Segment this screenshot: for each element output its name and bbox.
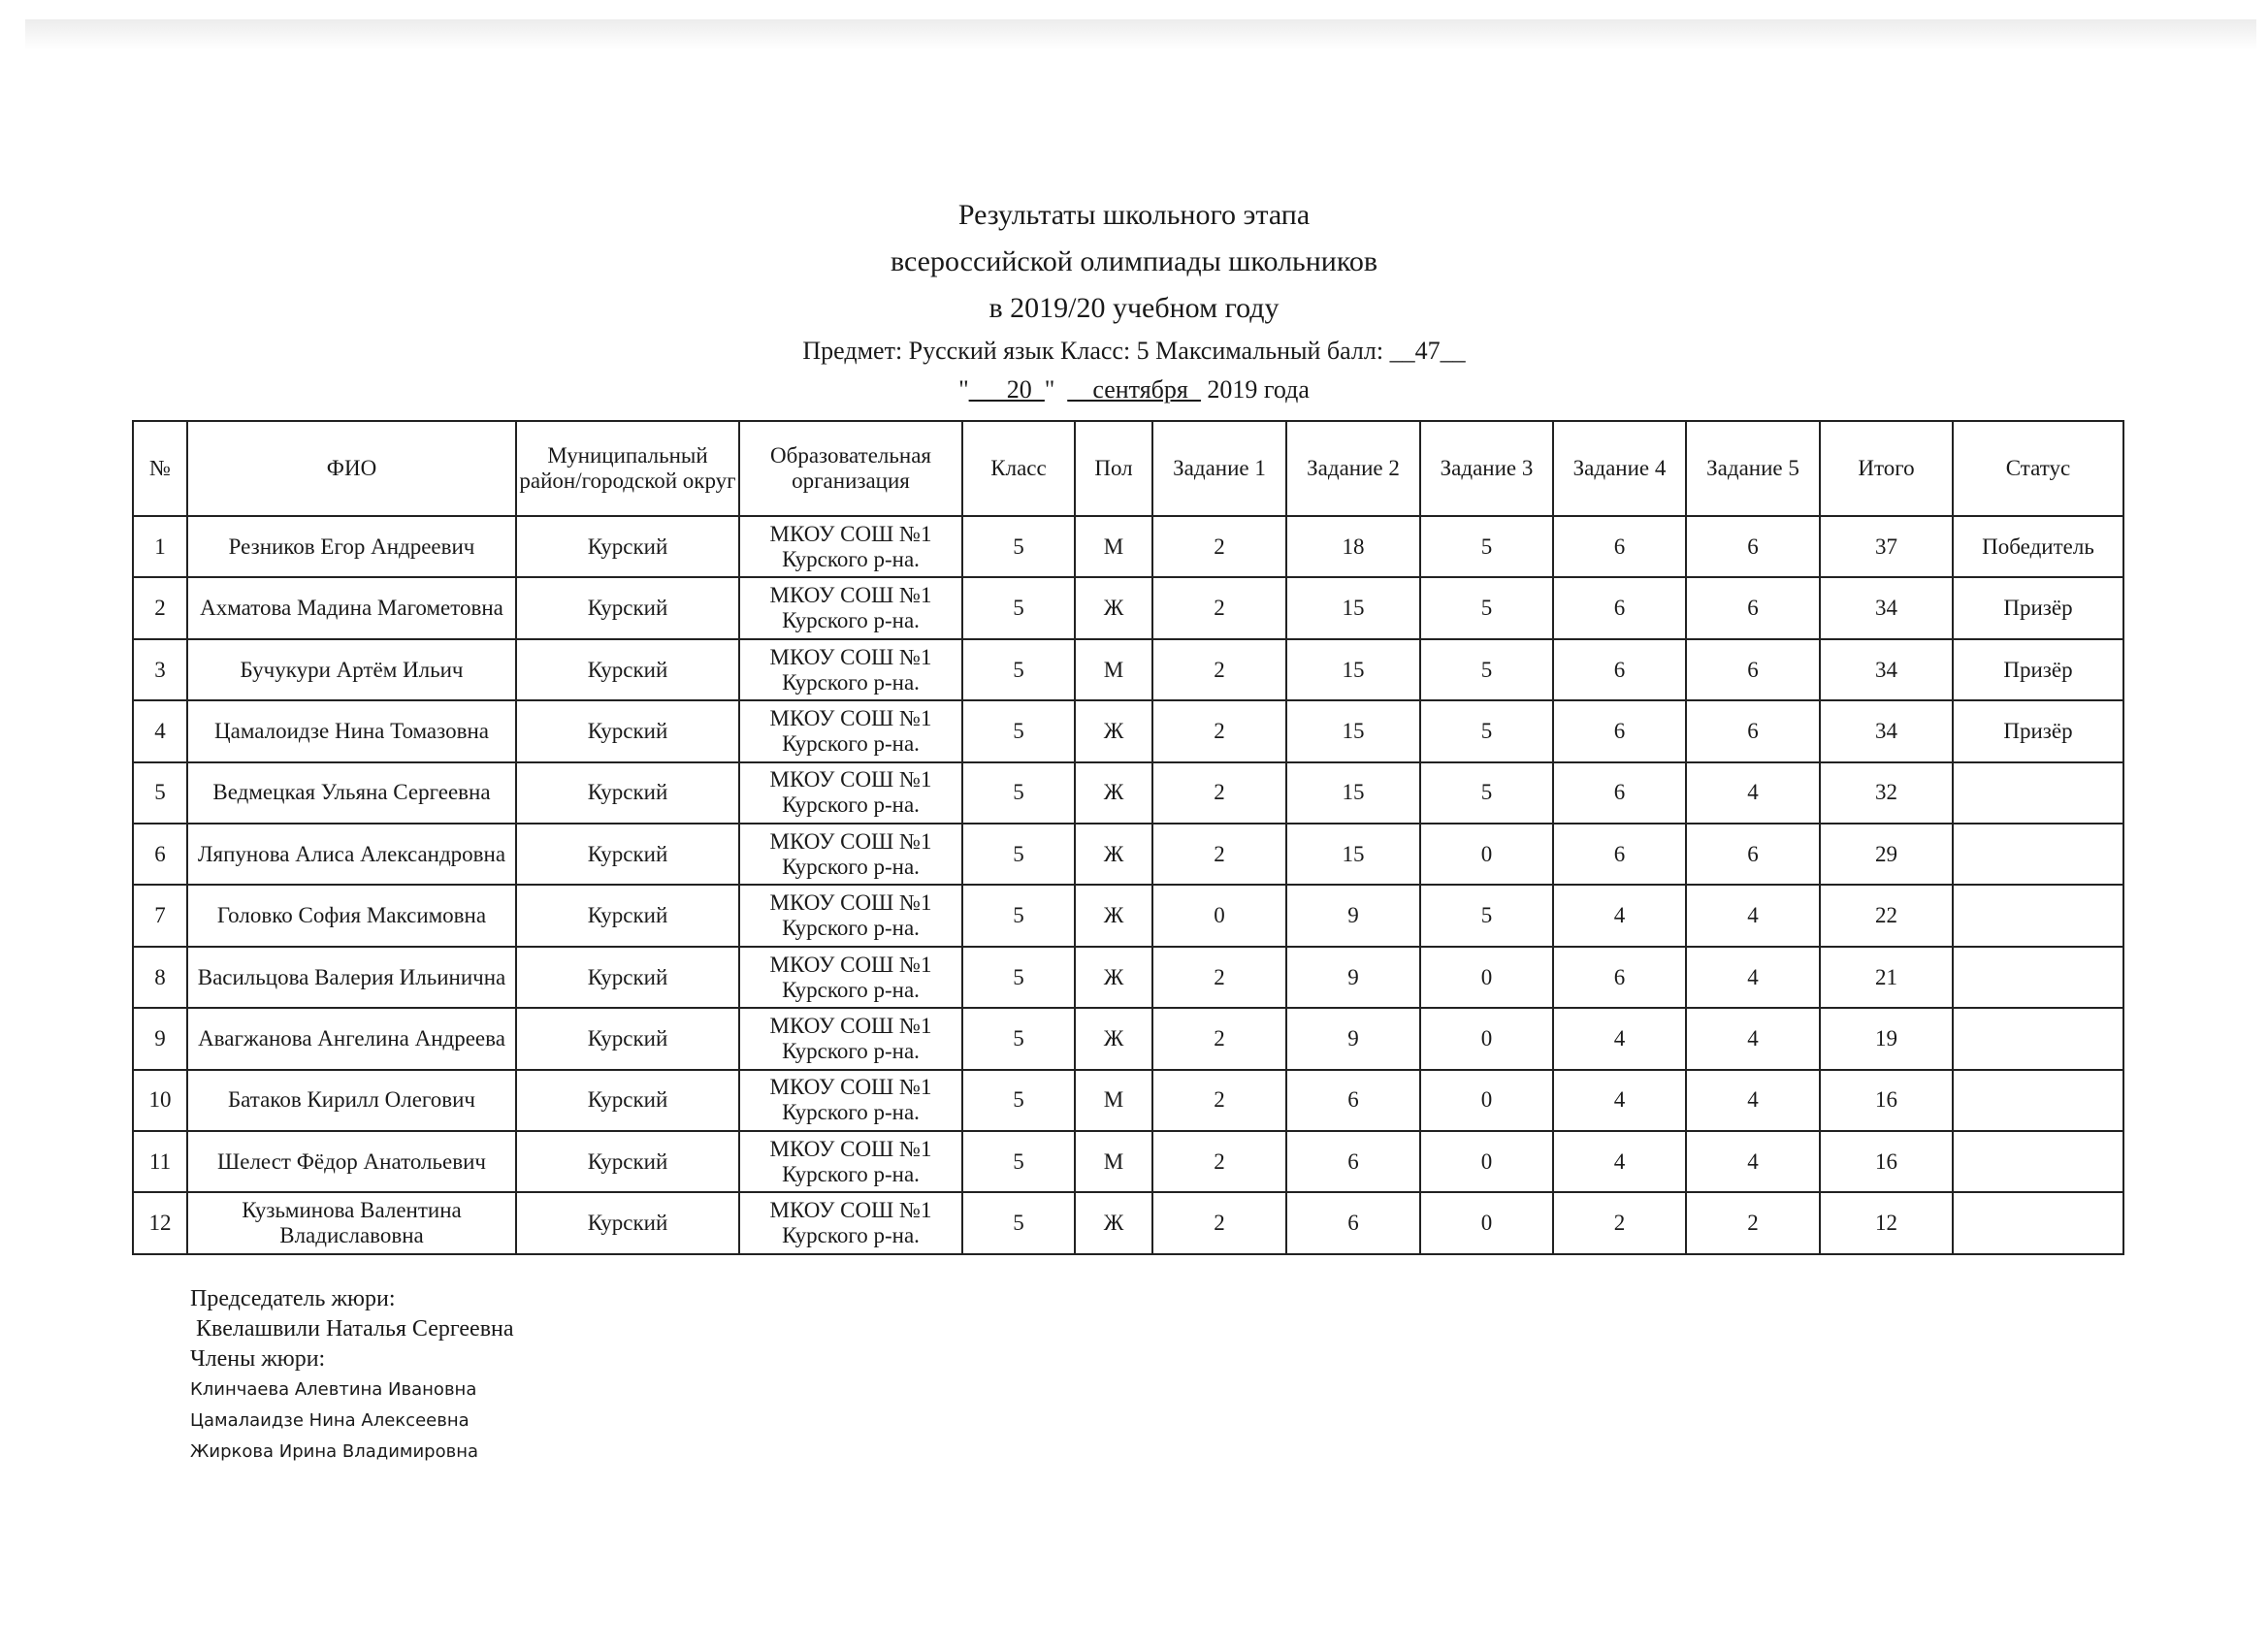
table-header-row: [133, 421, 2123, 516]
results-table: [132, 420, 2124, 1255]
total-cell: 37: [1820, 516, 1953, 577]
row-number-cell: 11: [133, 1131, 187, 1192]
district-cell: Курский: [516, 1192, 739, 1254]
task-3-cell: 5: [1420, 516, 1553, 577]
student-name-cell: Авагжанова Ангелина Андреева: [187, 1008, 516, 1069]
title-line-2: всероссийской олимпиады школьников: [890, 245, 1378, 277]
task-1-cell: 2: [1152, 824, 1286, 885]
district-cell: Курский: [516, 885, 739, 946]
subject-line: [0, 332, 2268, 371]
column-header: Задание 2: [1286, 421, 1420, 516]
table-row: [133, 885, 2123, 946]
table-row: [133, 1070, 2123, 1131]
grade-cell: 5: [962, 1192, 1075, 1254]
task-3-cell: 5: [1420, 577, 1553, 638]
task-5-cell: 6: [1686, 577, 1820, 638]
column-header: ФИО: [187, 421, 516, 516]
task-2-cell: 15: [1286, 700, 1420, 761]
school-cell: МКОУ СОШ №1 Курского р-на.: [739, 1070, 962, 1131]
task-1-cell: 2: [1152, 947, 1286, 1008]
school-cell: МКОУ СОШ №1 Курского р-на.: [739, 1192, 962, 1254]
school-cell: МКОУ СОШ №1 Курского р-на.: [739, 885, 962, 946]
task-4-cell: 2: [1553, 1192, 1686, 1254]
task-1-cell: 2: [1152, 1008, 1286, 1069]
task-4-cell: 6: [1553, 824, 1686, 885]
row-number-cell: 3: [133, 639, 187, 700]
task-3-cell: 0: [1420, 824, 1553, 885]
task-1-cell: 2: [1152, 1131, 1286, 1192]
task-5-cell: 6: [1686, 639, 1820, 700]
task-1-cell: 2: [1152, 762, 1286, 824]
district-cell: Курский: [516, 577, 739, 638]
task-4-cell: 4: [1553, 1131, 1686, 1192]
scan-edge: [25, 19, 2256, 50]
status-cell: [1953, 947, 2123, 1008]
gender-cell: Ж: [1075, 577, 1152, 638]
subject-suffix: __: [1440, 337, 1466, 365]
district-cell: Курский: [516, 1008, 739, 1069]
date-month: __сентября_: [1067, 375, 1201, 404]
grade-cell: 5: [962, 1008, 1075, 1069]
task-1-cell: 2: [1152, 516, 1286, 577]
task-4-cell: 6: [1553, 947, 1686, 1008]
task-2-cell: 9: [1286, 947, 1420, 1008]
grade-cell: 5: [962, 700, 1075, 761]
status-cell: Победитель: [1953, 516, 2123, 577]
table-row: [133, 516, 2123, 577]
task-1-cell: 2: [1152, 577, 1286, 638]
district-cell: Курский: [516, 824, 739, 885]
school-cell: МКОУ СОШ №1 Курского р-на.: [739, 824, 962, 885]
task-5-cell: 2: [1686, 1192, 1820, 1254]
row-number-cell: 2: [133, 577, 187, 638]
date-mid: ": [1044, 375, 1068, 404]
district-cell: Курский: [516, 1131, 739, 1192]
student-name-cell: Батаков Кирилл Олегович: [187, 1070, 516, 1131]
district-cell: Курский: [516, 947, 739, 1008]
row-number-cell: 5: [133, 762, 187, 824]
task-2-cell: 6: [1286, 1131, 1420, 1192]
subject-prefix: Предмет: Русский язык Класс: 5 Максимальный балл: __: [802, 337, 1415, 365]
status-cell: [1953, 1131, 2123, 1192]
column-header: Пол: [1075, 421, 1152, 516]
task-2-cell: 9: [1286, 1008, 1420, 1069]
task-5-cell: 4: [1686, 762, 1820, 824]
task-3-cell: 0: [1420, 1192, 1553, 1254]
student-name-cell: Цамалоидзе Нина Томазовна: [187, 700, 516, 761]
row-number-cell: 7: [133, 885, 187, 946]
column-header: Итого: [1820, 421, 1953, 516]
gender-cell: Ж: [1075, 824, 1152, 885]
total-cell: 21: [1820, 947, 1953, 1008]
task-1-cell: 2: [1152, 1192, 1286, 1254]
gender-cell: М: [1075, 639, 1152, 700]
table-row: [133, 1131, 2123, 1192]
jury-chair-name: Квелашвили Наталья Сергеевна: [196, 1316, 514, 1342]
date-year: 2019 года: [1200, 375, 1310, 404]
column-header: Задание 5: [1686, 421, 1820, 516]
jury-chair-label: Председатель жюри:: [190, 1286, 396, 1311]
grade-cell: 5: [962, 1070, 1075, 1131]
task-4-cell: 4: [1553, 885, 1686, 946]
student-name-cell: Ахматова Мадина Магометовна: [187, 577, 516, 638]
table-row: [133, 762, 2123, 824]
grade-cell: 5: [962, 885, 1075, 946]
total-cell: 16: [1820, 1070, 1953, 1131]
gender-cell: М: [1075, 516, 1152, 577]
task-3-cell: 0: [1420, 1131, 1553, 1192]
task-5-cell: 4: [1686, 947, 1820, 1008]
task-2-cell: 15: [1286, 577, 1420, 638]
district-cell: Курский: [516, 639, 739, 700]
task-4-cell: 6: [1553, 516, 1686, 577]
task-5-cell: 6: [1686, 824, 1820, 885]
grade-cell: 5: [962, 516, 1075, 577]
school-cell: МКОУ СОШ №1 Курского р-на.: [739, 1131, 962, 1192]
status-cell: [1953, 885, 2123, 946]
document-header: [0, 192, 2268, 409]
table-row: [133, 639, 2123, 700]
status-cell: [1953, 762, 2123, 824]
task-4-cell: 4: [1553, 1008, 1686, 1069]
student-name-cell: Васильцова Валерия Ильинична: [187, 947, 516, 1008]
student-name-cell: Кузьминова Валентина Владиславовна: [187, 1192, 516, 1254]
task-2-cell: 15: [1286, 824, 1420, 885]
table-row: [133, 1192, 2123, 1254]
status-cell: Призёр: [1953, 639, 2123, 700]
task-1-cell: 2: [1152, 639, 1286, 700]
gender-cell: Ж: [1075, 762, 1152, 824]
student-name-cell: Резников Егор Андреевич: [187, 516, 516, 577]
grade-cell: 5: [962, 762, 1075, 824]
jury-member: Жиркова Ирина Владимировна: [190, 1441, 479, 1462]
status-cell: Призёр: [1953, 700, 2123, 761]
task-1-cell: 2: [1152, 700, 1286, 761]
task-3-cell: 5: [1420, 885, 1553, 946]
grade-cell: 5: [962, 947, 1075, 1008]
column-header: Класс: [962, 421, 1075, 516]
task-1-cell: 0: [1152, 885, 1286, 946]
title-line-1: Результаты школьного этапа: [957, 199, 1311, 231]
column-header: Задание 4: [1553, 421, 1686, 516]
table-row: [133, 700, 2123, 761]
max-score: 47: [1414, 337, 1441, 365]
task-4-cell: 6: [1553, 639, 1686, 700]
grade-cell: 5: [962, 577, 1075, 638]
school-cell: МКОУ СОШ №1 Курского р-на.: [739, 762, 962, 824]
school-cell: МКОУ СОШ №1 Курского р-на.: [739, 700, 962, 761]
task-3-cell: 5: [1420, 762, 1553, 824]
school-cell: МКОУ СОШ №1 Курского р-на.: [739, 639, 962, 700]
task-3-cell: 0: [1420, 1070, 1553, 1131]
school-cell: МКОУ СОШ №1 Курского р-на.: [739, 947, 962, 1008]
total-cell: 22: [1820, 885, 1953, 946]
row-number-cell: 6: [133, 824, 187, 885]
total-cell: 12: [1820, 1192, 1953, 1254]
column-header: Статус: [1953, 421, 2123, 516]
district-cell: Курский: [516, 1070, 739, 1131]
gender-cell: М: [1075, 1131, 1152, 1192]
school-cell: МКОУ СОШ №1 Курского р-на.: [739, 516, 962, 577]
column-header: №: [133, 421, 187, 516]
grade-cell: 5: [962, 639, 1075, 700]
task-5-cell: 4: [1686, 1070, 1820, 1131]
jury-member: Цамалаидзе Нина Алексеевна: [190, 1410, 470, 1431]
total-cell: 32: [1820, 762, 1953, 824]
task-2-cell: 15: [1286, 762, 1420, 824]
total-cell: 34: [1820, 639, 1953, 700]
school-cell: МКОУ СОШ №1 Курского р-на.: [739, 1008, 962, 1069]
task-2-cell: 9: [1286, 885, 1420, 946]
student-name-cell: Бучукури Артём Ильич: [187, 639, 516, 700]
jury-members-label: Члены жюри:: [190, 1346, 326, 1372]
total-cell: 19: [1820, 1008, 1953, 1069]
gender-cell: Ж: [1075, 700, 1152, 761]
column-header: Задание 1: [1152, 421, 1286, 516]
task-5-cell: 6: [1686, 700, 1820, 761]
task-3-cell: 5: [1420, 639, 1553, 700]
task-4-cell: 6: [1553, 762, 1686, 824]
gender-cell: Ж: [1075, 1008, 1152, 1069]
task-5-cell: 4: [1686, 1008, 1820, 1069]
row-number-cell: 12: [133, 1192, 187, 1254]
jury-member: Клинчаева Алевтина Ивановна: [190, 1379, 477, 1400]
student-name-cell: Шелест Фёдор Анатольевич: [187, 1131, 516, 1192]
student-name-cell: Ведмецкая Ульяна Сергеевна: [187, 762, 516, 824]
gender-cell: М: [1075, 1070, 1152, 1131]
gender-cell: Ж: [1075, 1192, 1152, 1254]
date-day: ___20_: [968, 375, 1045, 404]
task-3-cell: 0: [1420, 1008, 1553, 1069]
task-1-cell: 2: [1152, 1070, 1286, 1131]
district-cell: Курский: [516, 516, 739, 577]
grade-cell: 5: [962, 1131, 1075, 1192]
results-body: [133, 516, 2123, 1254]
district-cell: Курский: [516, 700, 739, 761]
school-cell: МКОУ СОШ №1 Курского р-на.: [739, 577, 962, 638]
district-cell: Курский: [516, 762, 739, 824]
task-2-cell: 6: [1286, 1070, 1420, 1131]
table-row: [133, 947, 2123, 1008]
status-cell: [1953, 1008, 2123, 1069]
row-number-cell: 8: [133, 947, 187, 1008]
student-name-cell: Ляпунова Алиса Александровна: [187, 824, 516, 885]
jury-block: [190, 1284, 514, 1468]
gender-cell: Ж: [1075, 885, 1152, 946]
row-number-cell: 1: [133, 516, 187, 577]
total-cell: 16: [1820, 1131, 1953, 1192]
gender-cell: Ж: [1075, 947, 1152, 1008]
status-cell: Призёр: [1953, 577, 2123, 638]
task-3-cell: 0: [1420, 947, 1553, 1008]
total-cell: 34: [1820, 577, 1953, 638]
task-2-cell: 6: [1286, 1192, 1420, 1254]
student-name-cell: Головко София Максимовна: [187, 885, 516, 946]
column-header: Муниципальный район/городской округ: [516, 421, 739, 516]
date-line: [0, 371, 2268, 409]
table-row: [133, 824, 2123, 885]
task-4-cell: 4: [1553, 1070, 1686, 1131]
task-4-cell: 6: [1553, 700, 1686, 761]
status-cell: [1953, 824, 2123, 885]
task-2-cell: 18: [1286, 516, 1420, 577]
table-row: [133, 1008, 2123, 1069]
date-open-quote: ": [958, 375, 969, 404]
task-5-cell: 6: [1686, 516, 1820, 577]
table-row: [133, 577, 2123, 638]
title-line-3: в 2019/20 учебном году: [988, 292, 1280, 324]
task-2-cell: 15: [1286, 639, 1420, 700]
task-3-cell: 5: [1420, 700, 1553, 761]
total-cell: 34: [1820, 700, 1953, 761]
task-4-cell: 6: [1553, 577, 1686, 638]
row-number-cell: 9: [133, 1008, 187, 1069]
column-header: Образовательная организация: [739, 421, 962, 516]
task-5-cell: 4: [1686, 1131, 1820, 1192]
grade-cell: 5: [962, 824, 1075, 885]
total-cell: 29: [1820, 824, 1953, 885]
task-5-cell: 4: [1686, 885, 1820, 946]
status-cell: [1953, 1070, 2123, 1131]
row-number-cell: 10: [133, 1070, 187, 1131]
status-cell: [1953, 1192, 2123, 1254]
row-number-cell: 4: [133, 700, 187, 761]
column-header: Задание 3: [1420, 421, 1553, 516]
